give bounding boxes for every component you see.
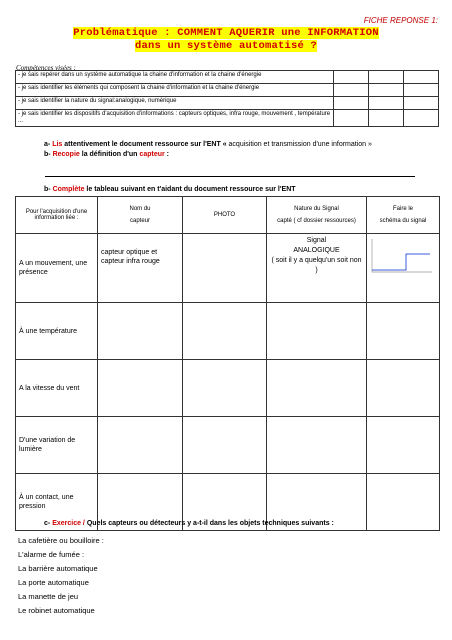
table-row: [16, 417, 440, 474]
row-label: A un mouvement, une présence: [16, 234, 98, 303]
header-photo: PHOTO: [183, 197, 267, 234]
header-schema-line2: schéma du signal: [379, 218, 427, 224]
competences-table: [15, 70, 439, 127]
competence-row: [16, 84, 439, 97]
answer-line[interactable]: [45, 176, 415, 177]
signal-cell[interactable]: [267, 234, 367, 303]
title-line-2: dans un système automatisé ?: [134, 40, 318, 52]
object-item: La manette de jeu: [18, 592, 79, 601]
photo-cell[interactable]: [183, 234, 267, 303]
instruction-b2-verb: Complète: [52, 186, 85, 193]
schema-cell[interactable]: [367, 474, 440, 531]
instruction-b-verb: Recopie: [52, 151, 80, 158]
header-capteur: [98, 197, 183, 234]
check-cell: [404, 97, 439, 110]
object-item: La cafetière ou bouilloire :: [18, 536, 104, 545]
competence-text: - je sais identifier les dispositifs d'acquisition d'informations : capteurs optiques, infra rouge, mouvement , température ...: [16, 110, 334, 127]
row-label: À une température: [16, 303, 98, 360]
signal-line3: ( soit il y a quelqu'un soit non ): [271, 257, 362, 274]
check-cell: [369, 110, 404, 127]
instruction-b-text: la définition d'un: [81, 151, 138, 158]
header-signal-line1: Nature du Signal: [294, 206, 339, 212]
competence-text: - je sais identifier la nature du signal:analogique, numérique: [16, 97, 334, 110]
schema-cell[interactable]: [367, 417, 440, 474]
object-item: Le robinet automatique: [18, 606, 95, 615]
instruction-b: [44, 151, 169, 158]
check-cell: [334, 97, 369, 110]
competence-row: [16, 97, 439, 110]
instruction-b2-text: le tableau suivant en t'aidant du document ressource sur l'ENT: [86, 186, 296, 193]
competence-row: [16, 71, 439, 84]
schema-cell[interactable]: [367, 303, 440, 360]
header-capteur-line1: Nom du: [129, 206, 151, 212]
check-cell: [334, 84, 369, 97]
signal-cell[interactable]: [267, 360, 367, 417]
page-title: [0, 27, 452, 53]
object-item: L'alarme de fumée :: [18, 550, 85, 559]
photo-cell[interactable]: [183, 303, 267, 360]
signal-line2: ANALOGIQUE: [293, 247, 340, 254]
question-c-prefix: c-: [44, 520, 51, 527]
competences-heading: Compétences visées :: [16, 64, 76, 72]
fiche-label: FICHE REPONSE 1:: [363, 16, 438, 25]
instruction-a-text: attentivement le document ressource sur l'ENT «: [64, 141, 227, 148]
table-header-row: [16, 197, 440, 234]
instruction-b-prefix: b-: [44, 151, 51, 158]
check-cell: [334, 71, 369, 84]
capteur-cell[interactable]: [98, 360, 183, 417]
competence-row: [16, 110, 439, 127]
row-label: D'une variation de lumière: [16, 417, 98, 474]
signal-line1: Signal: [306, 237, 327, 244]
schema-cell[interactable]: [367, 234, 440, 303]
table-row: [16, 360, 440, 417]
header-acquisition: Pour l'acquisition d'une information liée :: [16, 197, 98, 234]
row-label: A la vitesse du vent: [16, 360, 98, 417]
capteur-cell[interactable]: [98, 303, 183, 360]
signal-cell[interactable]: [267, 417, 367, 474]
header-schema: [367, 197, 440, 234]
check-cell: [369, 97, 404, 110]
check-cell: [404, 84, 439, 97]
check-cell: [334, 110, 369, 127]
photo-cell[interactable]: [183, 417, 267, 474]
competence-text: - je sais identifier les éléments qui composent la chaine d'information et la chaine d'énergie: [16, 84, 334, 97]
table-row: [16, 234, 440, 303]
schema-cell[interactable]: [367, 360, 440, 417]
check-cell: [369, 71, 404, 84]
signal-cell[interactable]: [267, 303, 367, 360]
capteur-cell[interactable]: [98, 417, 183, 474]
check-cell: [369, 84, 404, 97]
check-cell: [404, 71, 439, 84]
capteur-cell[interactable]: capteur optique et capteur infra rouge: [98, 234, 183, 303]
row-label: À un contact, une pression: [16, 474, 98, 531]
object-item: La porte automatique: [18, 578, 89, 587]
question-c-text: Quels capteurs ou détecteurs y a-t-il dans les objets techniques suivants :: [86, 520, 334, 527]
capteurs-table: [15, 196, 440, 531]
instruction-b2-prefix: b-: [44, 186, 51, 193]
photo-cell[interactable]: [183, 360, 267, 417]
header-signal-line2: capté ( cf dossier ressources): [277, 218, 356, 224]
check-cell: [404, 110, 439, 127]
instruction-b2: [44, 186, 296, 193]
header-schema-line1: Faire le: [392, 206, 413, 212]
instruction-a-prefix: a-: [44, 141, 51, 148]
question-c-verb: Exercice /: [52, 520, 85, 527]
instruction-b-word: capteur: [139, 151, 165, 158]
instruction-a-verb: Lis: [52, 141, 63, 148]
instruction-a: [44, 141, 372, 148]
title-line-1: Problématique : COMMENT AQUERIR une INFORMATION: [73, 27, 379, 39]
object-item: La barrière automatique: [18, 564, 98, 573]
header-signal: [267, 197, 367, 234]
question-c: [44, 520, 334, 527]
instruction-b-end: :: [164, 151, 169, 158]
competence-text: - je sais repérer dans un système automatique la chaine d'information et la chaine d'énergie: [16, 71, 334, 84]
header-capteur-line2: capteur: [129, 218, 150, 224]
signal-schema-icon: [370, 236, 436, 276]
table-row: [16, 303, 440, 360]
instruction-a-rest: acquisition et transmission d'une information »: [226, 141, 372, 148]
